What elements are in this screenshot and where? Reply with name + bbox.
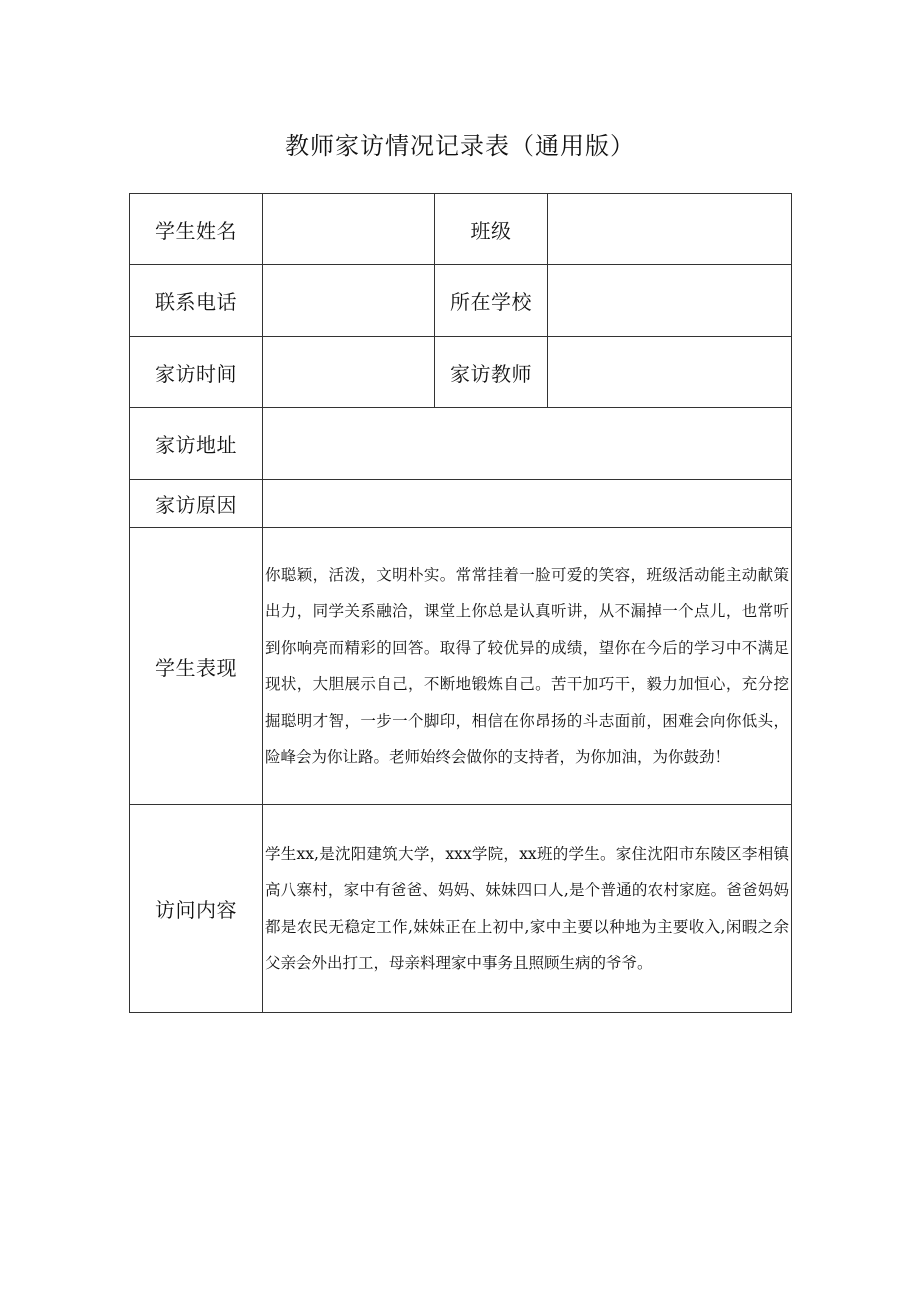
row-time-teacher [130,337,792,408]
visit-content-label: 访问内容 [130,805,263,1013]
visit-time-label: 家访时间 [130,337,263,408]
visit-teacher-field[interactable] [548,337,792,408]
row-address [130,408,792,480]
visit-reason-field[interactable] [263,480,792,528]
student-name-label: 学生姓名 [130,194,263,265]
class-field[interactable] [548,194,792,265]
school-label: 所在学校 [435,265,548,337]
visit-record-table [129,193,792,1013]
visit-time-field[interactable] [263,337,435,408]
row-reason [130,480,792,528]
row-performance [130,528,792,805]
visit-reason-label: 家访原因 [130,480,263,528]
visit-address-field[interactable] [263,408,792,480]
performance-text: 你聪颖，活泼，文明朴实。常常挂着一脸可爱的笑容，班级活动能主动献策出力，同学关系融洽，课堂上你总是认真听讲，从不漏掉一个点儿，也常听到你响亮而精彩的回答。取得了较优异的成绩，望你在今后的学习中不满足现状，大胆展示自己，不断地锻炼自己。苦干加巧干，毅力加恒心，充分挖掘聪明才智，一步一个脚印，相信在你昂扬的斗志面前，困难会向你低头，险峰会为你让路。老师始终会做你的支持者，为你加油，为你鼓劲！ [263,528,792,805]
student-name-field[interactable] [263,194,435,265]
row-phone-school [130,265,792,337]
visit-teacher-label: 家访教师 [435,337,548,408]
phone-label: 联系电话 [130,265,263,337]
visit-content-text: 学生xx,是沈阳建筑大学，xxx学院，xx班的学生。家住沈阳市东陵区李相镇高八寨村，家中有爸爸、妈妈、妹妹四口人,是个普通的农村家庭。爸爸妈妈都是农民无稳定工作,妹妹正在上初中,家中主要以种地为主要收入,闲暇之余父亲会外出打工，母亲料理家中事务且照顾生病的爷爷。 [263,805,792,1013]
phone-field[interactable] [263,265,435,337]
class-label: 班级 [435,194,548,265]
row-name-class [130,194,792,265]
row-visit-content [130,805,792,1013]
visit-address-label: 家访地址 [130,408,263,480]
page-title: 教师家访情况记录表（通用版） [285,132,635,160]
school-field[interactable] [548,265,792,337]
performance-label: 学生表现 [130,528,263,805]
